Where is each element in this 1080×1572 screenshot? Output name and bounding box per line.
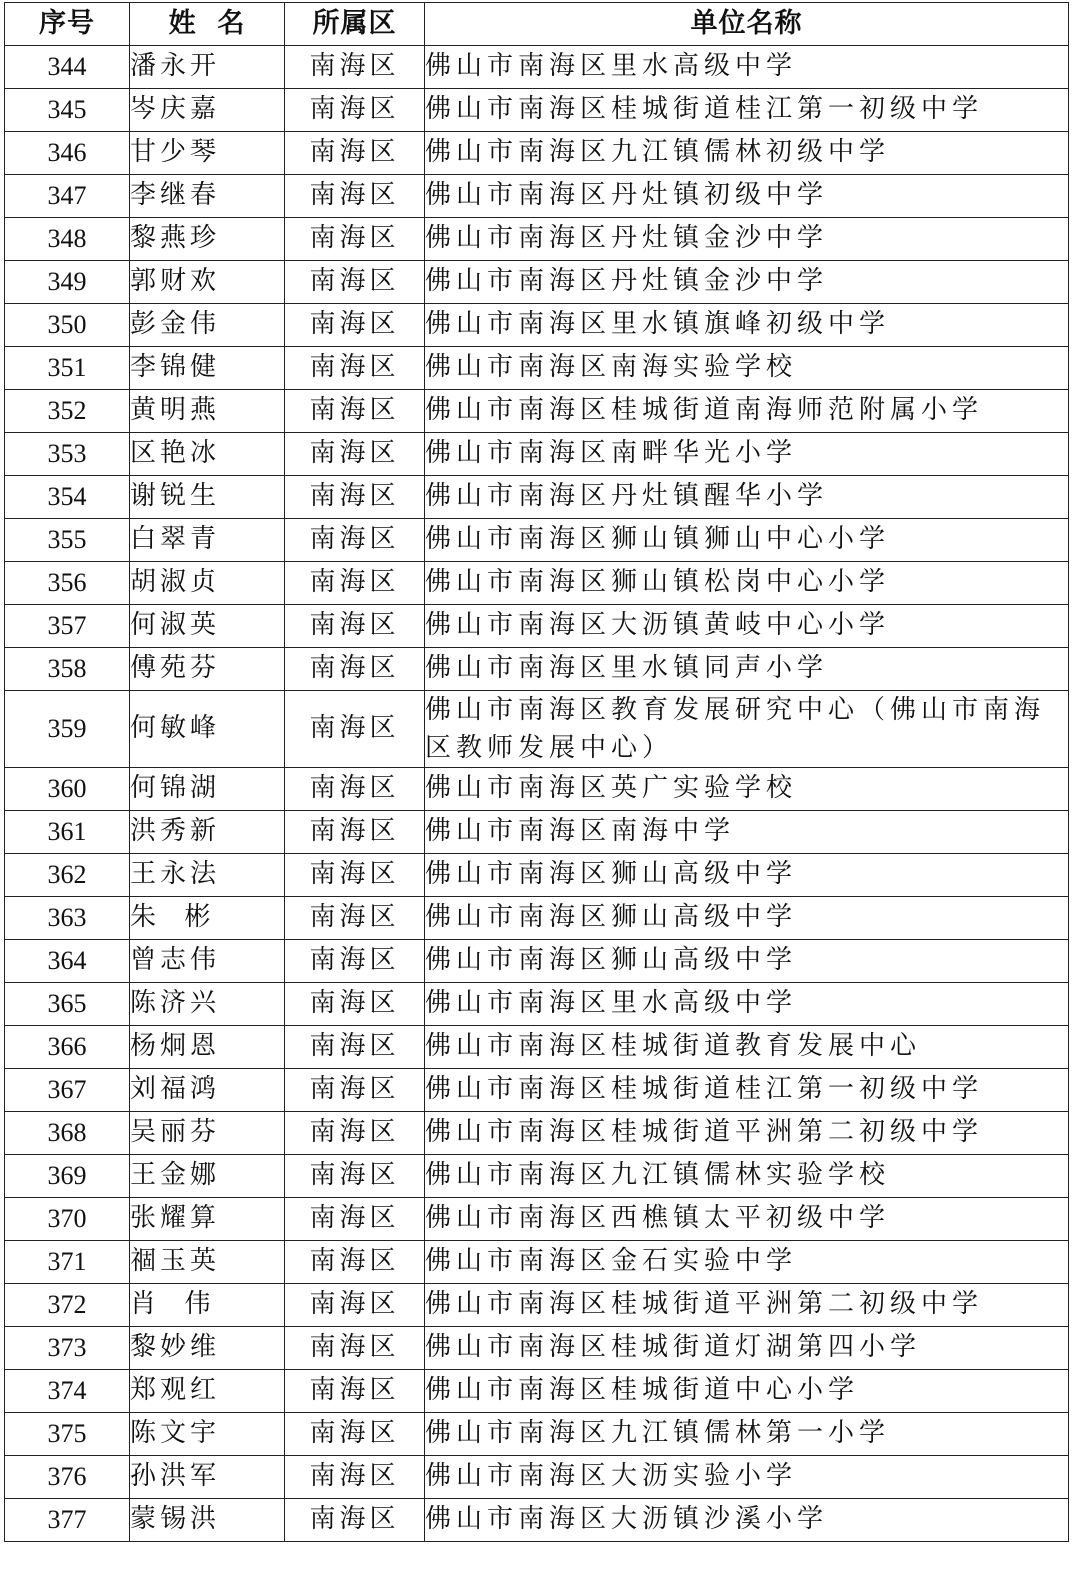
table-row xyxy=(5,940,1069,983)
table-row xyxy=(5,1284,1069,1327)
row-seq: 375 xyxy=(5,1413,130,1456)
table-row xyxy=(5,304,1069,347)
table-row xyxy=(5,1327,1069,1370)
row-name: 吴丽芬 xyxy=(130,1112,285,1155)
row-seq: 356 xyxy=(5,562,130,605)
row-name: 岑庆嘉 xyxy=(130,89,285,132)
row-district: 南海区 xyxy=(285,1327,425,1370)
table-row xyxy=(5,605,1069,648)
row-name: 胡淑贞 xyxy=(130,562,285,605)
row-name: 谢锐生 xyxy=(130,476,285,519)
row-unit: 佛山市南海区里水高级中学 xyxy=(425,46,1069,89)
row-seq: 366 xyxy=(5,1026,130,1069)
table-row xyxy=(5,390,1069,433)
row-name: 傅苑芬 xyxy=(130,648,285,691)
table-row xyxy=(5,1069,1069,1112)
row-unit: 佛山市南海区英广实验学校 xyxy=(425,768,1069,811)
row-name: 郭财欢 xyxy=(130,261,285,304)
table-row xyxy=(5,89,1069,132)
row-seq: 352 xyxy=(5,390,130,433)
row-name: 陈文宇 xyxy=(130,1413,285,1456)
row-name: 何锦湖 xyxy=(130,768,285,811)
row-unit: 佛山市南海区南海实验学校 xyxy=(425,347,1069,390)
row-name: 黎妙维 xyxy=(130,1327,285,1370)
row-district: 南海区 xyxy=(285,1112,425,1155)
row-district: 南海区 xyxy=(285,46,425,89)
table-row xyxy=(5,347,1069,390)
row-district: 南海区 xyxy=(285,1499,425,1542)
row-name: 刘福鸿 xyxy=(130,1069,285,1112)
row-name: 肖 伟 xyxy=(130,1284,285,1327)
row-seq: 372 xyxy=(5,1284,130,1327)
row-name: 王金娜 xyxy=(130,1155,285,1198)
row-name: 何淑英 xyxy=(130,605,285,648)
row-district: 南海区 xyxy=(285,1456,425,1499)
row-unit: 佛山市南海区里水镇同声小学 xyxy=(425,648,1069,691)
row-district: 南海区 xyxy=(285,261,425,304)
row-unit: 佛山市南海区教育发展研究中心（佛山市南海区教师发展中心） xyxy=(425,691,1069,768)
row-seq: 347 xyxy=(5,175,130,218)
row-name: 郑观红 xyxy=(130,1370,285,1413)
row-unit: 佛山市南海区狮山高级中学 xyxy=(425,940,1069,983)
row-district: 南海区 xyxy=(285,519,425,562)
row-unit: 佛山市南海区西樵镇太平初级中学 xyxy=(425,1198,1069,1241)
row-unit: 佛山市南海区九江镇儒林第一小学 xyxy=(425,1413,1069,1456)
row-unit: 佛山市南海区里水高级中学 xyxy=(425,983,1069,1026)
row-district: 南海区 xyxy=(285,983,425,1026)
row-unit: 佛山市南海区桂城街道桂江第一初级中学 xyxy=(425,89,1069,132)
table-row xyxy=(5,433,1069,476)
row-seq: 354 xyxy=(5,476,130,519)
row-district: 南海区 xyxy=(285,648,425,691)
row-seq: 345 xyxy=(5,89,130,132)
row-name: 李锦健 xyxy=(130,347,285,390)
row-unit: 佛山市南海区狮山高级中学 xyxy=(425,897,1069,940)
table-row xyxy=(5,854,1069,897)
header-district: 所属区 xyxy=(285,3,425,46)
row-seq: 373 xyxy=(5,1327,130,1370)
table-row xyxy=(5,261,1069,304)
row-seq: 361 xyxy=(5,811,130,854)
table-row xyxy=(5,218,1069,261)
row-seq: 370 xyxy=(5,1198,130,1241)
row-name: 黄明燕 xyxy=(130,390,285,433)
row-seq: 377 xyxy=(5,1499,130,1542)
table-header xyxy=(5,3,1069,46)
row-unit: 佛山市南海区狮山高级中学 xyxy=(425,854,1069,897)
row-name: 杨炯恩 xyxy=(130,1026,285,1069)
table-row xyxy=(5,1198,1069,1241)
row-name: 甘少琴 xyxy=(130,132,285,175)
table-row xyxy=(5,768,1069,811)
header-unit: 单位名称 xyxy=(425,3,1069,46)
table-row xyxy=(5,1155,1069,1198)
row-district: 南海区 xyxy=(285,304,425,347)
row-district: 南海区 xyxy=(285,1155,425,1198)
row-district: 南海区 xyxy=(285,1241,425,1284)
row-name: 潘永开 xyxy=(130,46,285,89)
table-row xyxy=(5,562,1069,605)
row-seq: 355 xyxy=(5,519,130,562)
table-row xyxy=(5,1026,1069,1069)
row-unit: 佛山市南海区丹灶镇金沙中学 xyxy=(425,218,1069,261)
row-unit: 佛山市南海区南畔华光小学 xyxy=(425,433,1069,476)
row-name: 黎燕珍 xyxy=(130,218,285,261)
row-unit: 佛山市南海区桂城街道桂江第一初级中学 xyxy=(425,1069,1069,1112)
table-row xyxy=(5,983,1069,1026)
row-district: 南海区 xyxy=(285,89,425,132)
row-district: 南海区 xyxy=(285,1370,425,1413)
row-seq: 365 xyxy=(5,983,130,1026)
row-name: 蒙锡洪 xyxy=(130,1499,285,1542)
row-name: 白翠青 xyxy=(130,519,285,562)
row-unit: 佛山市南海区桂城街道平洲第二初级中学 xyxy=(425,1112,1069,1155)
row-unit: 佛山市南海区桂城街道教育发展中心 xyxy=(425,1026,1069,1069)
row-district: 南海区 xyxy=(285,897,425,940)
row-district: 南海区 xyxy=(285,1284,425,1327)
row-unit: 佛山市南海区桂城街道南海师范附属小学 xyxy=(425,390,1069,433)
row-name: 朱 彬 xyxy=(130,897,285,940)
row-unit: 佛山市南海区丹灶镇金沙中学 xyxy=(425,261,1069,304)
row-unit: 佛山市南海区丹灶镇初级中学 xyxy=(425,175,1069,218)
table-row xyxy=(5,175,1069,218)
table-row xyxy=(5,897,1069,940)
row-name: 陈济兴 xyxy=(130,983,285,1026)
row-district: 南海区 xyxy=(285,854,425,897)
row-name: 何敏峰 xyxy=(130,691,285,768)
row-district: 南海区 xyxy=(285,1413,425,1456)
roster-table xyxy=(4,2,1069,1542)
table-row xyxy=(5,691,1069,768)
row-seq: 359 xyxy=(5,691,130,768)
table-row xyxy=(5,1413,1069,1456)
row-unit: 佛山市南海区桂城街道中心小学 xyxy=(425,1370,1069,1413)
row-seq: 353 xyxy=(5,433,130,476)
row-district: 南海区 xyxy=(285,218,425,261)
row-district: 南海区 xyxy=(285,132,425,175)
row-name: 孙洪军 xyxy=(130,1456,285,1499)
row-district: 南海区 xyxy=(285,1198,425,1241)
row-seq: 351 xyxy=(5,347,130,390)
row-unit: 佛山市南海区里水镇旗峰初级中学 xyxy=(425,304,1069,347)
row-seq: 344 xyxy=(5,46,130,89)
row-seq: 349 xyxy=(5,261,130,304)
header-name: 姓 名 xyxy=(130,3,285,46)
row-district: 南海区 xyxy=(285,562,425,605)
row-name: 曾志伟 xyxy=(130,940,285,983)
row-district: 南海区 xyxy=(285,433,425,476)
row-unit: 佛山市南海区大沥实验小学 xyxy=(425,1456,1069,1499)
row-seq: 364 xyxy=(5,940,130,983)
table-row xyxy=(5,1456,1069,1499)
row-district: 南海区 xyxy=(285,175,425,218)
row-name: 洪秀新 xyxy=(130,811,285,854)
row-unit: 佛山市南海区桂城街道灯湖第四小学 xyxy=(425,1327,1069,1370)
row-seq: 358 xyxy=(5,648,130,691)
row-district: 南海区 xyxy=(285,1069,425,1112)
row-unit: 佛山市南海区九江镇儒林实验学校 xyxy=(425,1155,1069,1198)
header-seq: 序号 xyxy=(5,3,130,46)
row-name: 祻玉英 xyxy=(130,1241,285,1284)
row-seq: 357 xyxy=(5,605,130,648)
row-name: 王永法 xyxy=(130,854,285,897)
row-unit: 佛山市南海区金石实验中学 xyxy=(425,1241,1069,1284)
row-name: 彭金伟 xyxy=(130,304,285,347)
table-row xyxy=(5,811,1069,854)
row-unit: 佛山市南海区桂城街道平洲第二初级中学 xyxy=(425,1284,1069,1327)
row-district: 南海区 xyxy=(285,476,425,519)
row-district: 南海区 xyxy=(285,1026,425,1069)
row-seq: 348 xyxy=(5,218,130,261)
header-row xyxy=(5,3,1069,46)
row-seq: 363 xyxy=(5,897,130,940)
table-row xyxy=(5,132,1069,175)
row-seq: 368 xyxy=(5,1112,130,1155)
table-row xyxy=(5,1499,1069,1542)
table-row xyxy=(5,1370,1069,1413)
table-row xyxy=(5,1241,1069,1284)
row-name: 区艳冰 xyxy=(130,433,285,476)
table-row xyxy=(5,476,1069,519)
row-unit: 佛山市南海区丹灶镇醒华小学 xyxy=(425,476,1069,519)
row-unit: 佛山市南海区九江镇儒林初级中学 xyxy=(425,132,1069,175)
row-unit: 佛山市南海区狮山镇松岗中心小学 xyxy=(425,562,1069,605)
row-seq: 369 xyxy=(5,1155,130,1198)
row-seq: 367 xyxy=(5,1069,130,1112)
row-district: 南海区 xyxy=(285,347,425,390)
row-district: 南海区 xyxy=(285,768,425,811)
table-row xyxy=(5,648,1069,691)
table-row xyxy=(5,46,1069,89)
row-unit: 佛山市南海区大沥镇沙溪小学 xyxy=(425,1499,1069,1542)
row-seq: 362 xyxy=(5,854,130,897)
table-row xyxy=(5,1112,1069,1155)
row-unit: 佛山市南海区大沥镇黄岐中心小学 xyxy=(425,605,1069,648)
row-seq: 350 xyxy=(5,304,130,347)
row-district: 南海区 xyxy=(285,390,425,433)
row-seq: 374 xyxy=(5,1370,130,1413)
row-unit: 佛山市南海区南海中学 xyxy=(425,811,1069,854)
row-seq: 371 xyxy=(5,1241,130,1284)
row-seq: 346 xyxy=(5,132,130,175)
table-row xyxy=(5,519,1069,562)
row-name: 张耀算 xyxy=(130,1198,285,1241)
row-district: 南海区 xyxy=(285,691,425,768)
row-seq: 360 xyxy=(5,768,130,811)
row-unit: 佛山市南海区狮山镇狮山中心小学 xyxy=(425,519,1069,562)
row-district: 南海区 xyxy=(285,940,425,983)
table-body xyxy=(5,46,1069,1542)
row-district: 南海区 xyxy=(285,811,425,854)
row-name: 李继春 xyxy=(130,175,285,218)
row-seq: 376 xyxy=(5,1456,130,1499)
row-district: 南海区 xyxy=(285,605,425,648)
